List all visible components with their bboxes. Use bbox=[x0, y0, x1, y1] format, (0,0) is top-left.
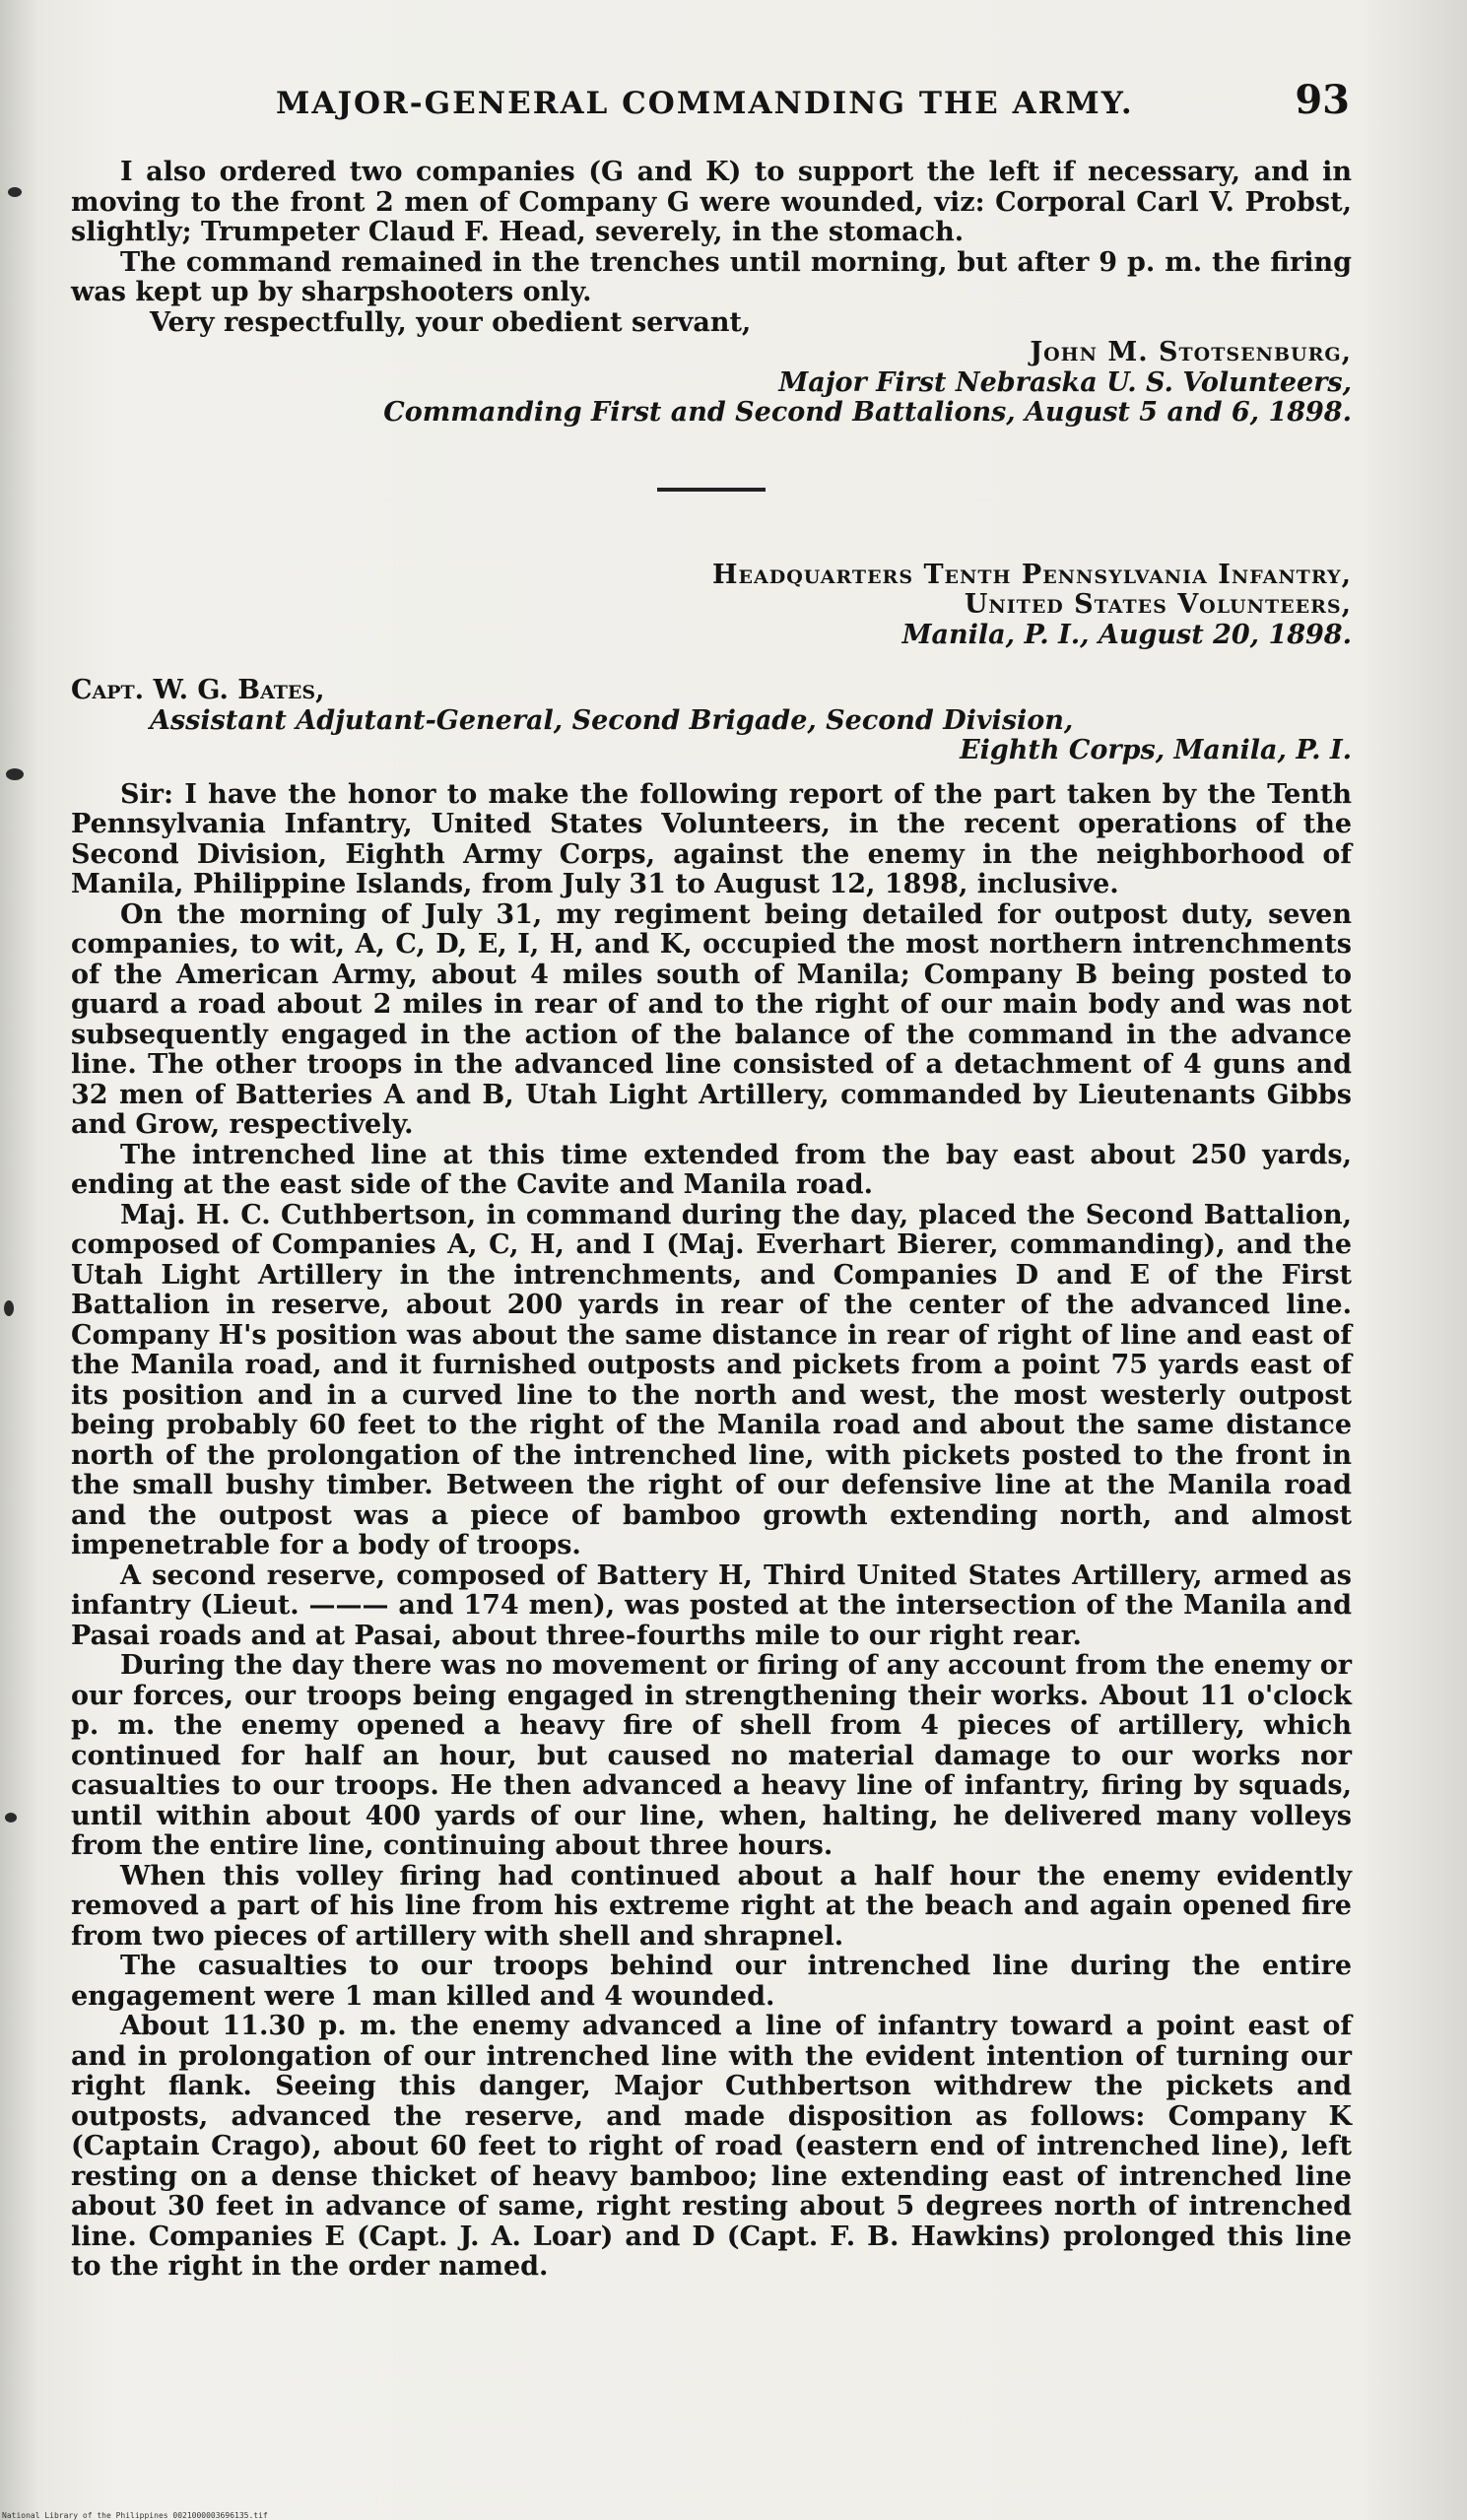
closing-line: Very respectfully, your obedient servant, bbox=[150, 306, 752, 338]
heading-line-2: United States Volunteers, bbox=[964, 589, 1352, 620]
heading-line-1: Headquarters Tenth Pennsylvania Infantry, bbox=[711, 559, 1352, 590]
scan-speck bbox=[4, 1300, 14, 1316]
heading-line-3: Manila, P. I., August 20, 1898. bbox=[901, 619, 1352, 650]
signature-command: Commanding First and Second Battalions, August 5 and 6, 1898. bbox=[383, 397, 1352, 428]
addressee-title-2: Eighth Corps, Manila, P. I. bbox=[960, 735, 1352, 765]
paragraph: The command remained in the trenches until morning, but after 9 p. m. the firing was kept up by sharpshooters only. bbox=[71, 246, 1352, 307]
page-number: 93 bbox=[1295, 77, 1350, 123]
paragraph: The intrenched line at this time extended from the bay east about 250 yards, ending at the east side of the Cavite and Manila road. bbox=[71, 1139, 1352, 1200]
section-divider bbox=[657, 488, 766, 492]
paragraph: I also ordered two companies (G and K) to support the left if necessary, and in moving to the front 2 men of Company G were wounded, viz: Corporal Carl V. Probst, slightly; Trumpeter Claud F. Head, severely, in the stomach. bbox=[71, 157, 1352, 247]
scan-speck bbox=[8, 187, 22, 197]
paragraph: During the day there was no movement or firing of any account from the enemy or our forces, our troops being engaged in strengthening their works. About 11 o'clock p. m. the enemy opened a heavy fire of shell from 4 pieces of artillery, which continued for half an hour, but caused no material damage to our works nor casualties to our troops. He then advanced a heavy line of infantry, firing by squads, until within about 400 yards of our line, when, halting, he delivered many volleys from the entire line, continuing about three hours. bbox=[71, 1650, 1352, 1861]
page-body bbox=[71, 158, 1352, 2283]
report-heading bbox=[71, 561, 1352, 651]
report-stotsenburg bbox=[71, 158, 1352, 429]
scan-speck bbox=[5, 1813, 17, 1823]
paragraph: The casualties to our troops behind our intrenched line during the entire engagement were 1 man killed and 4 wounded. bbox=[71, 1951, 1352, 2012]
addressee-title-1: Assistant Adjutant-General, Second Brigade, Second Division, bbox=[150, 704, 1074, 736]
addressee-name: Capt. W. G. Bates, bbox=[71, 675, 325, 705]
signature-name: John M. Stotsenburg, bbox=[1030, 337, 1352, 367]
signature-title: Major First Nebraska U. S. Volunteers, bbox=[778, 366, 1352, 398]
paragraph: A second reserve, composed of Battery H, Third United States Artillery, armed as infantry (Lieut. ——— and 174 men), was posted at the intersection of the Manila and Pasai roads and at Pasai, about three-fourths mile to our right rear. bbox=[71, 1559, 1352, 1651]
running-head: MAJOR-GENERAL COMMANDING THE ARMY. bbox=[276, 86, 1134, 121]
signature-block bbox=[71, 338, 1352, 429]
paragraph: Sir: I have the honor to make the following report of the part taken by the Tenth Pennsylvania Infantry, United States Volunteers, in the recent operations of the Second Division, Eighth Army Corps, against the enemy in the neighborhood of Manila, Philippine Islands, from July 31 to August 12, 1898, inclusive. bbox=[71, 778, 1352, 899]
paragraph: Maj. H. C. Cuthbertson, in command during the day, placed the Second Battalion, composed of Companies A, C, H, and I (Maj. Everhart Bierer, commanding), and the Utah Light Artillery in the intrenchments, and Companies D and E of the First Battalion in reserve, about 200 yards in rear of the center of the advanced line. Company H's position was about the same distance in rear of right of line and east of the Manila road, and it furnished outposts and pickets from a point 75 yards east of its position and in a curved line to the north and west, the most westerly outpost being probably 60 feet to the right of the Manila road and about the same distance north of the prolongation of the intrenched line, with pickets posted to the front in the small bushy timber. Between the right of our defensive line at the Manila road and the outpost was a piece of bamboo growth extending north, and almost impenetrable for a body of troops. bbox=[71, 1199, 1352, 1560]
paragraph: When this volley firing had continued about a half hour the enemy evidently removed a part of his line from his extreme right at the beach and again opened fire from two pieces of artillery with shell and shrapnel. bbox=[71, 1860, 1352, 1952]
report-tenth-pennsylvania bbox=[71, 561, 1352, 2283]
scan-speck bbox=[6, 768, 24, 780]
addressee-block bbox=[71, 676, 1352, 766]
scan-source-footer: National Library of the Philippines 0021000003696135.tif bbox=[2, 2511, 268, 2520]
paragraph: On the morning of July 31, my regiment being detailed for outpost duty, seven companies, to wit, A, C, D, E, I, H, and K, occupied the most northern intrenchments of the American Army, about 4 miles south of Manila; Company B being posted to guard a road about 2 miles in rear of and to the right of our main body and was not subsequently engaged in the action of the balance of the command in the advance line. The other troops in the advanced line consisted of a detachment of 4 guns and 32 men of Batteries A and B, Utah Light Artillery, commanded by Lieutenants Gibbs and Grow, respectively. bbox=[71, 898, 1352, 1140]
paragraph: About 11.30 p. m. the enemy advanced a line of infantry toward a point east of and in prolongation of our intrenched line with the evident intention of turning our right flank. Seeing this danger, Major Cuthbertson withdrew the pickets and outposts, advanced the reserve, and made disposition as follows: Company K (Captain Crago), about 60 feet to right of road (eastern end of intrenched line), left resting on a dense thicket of heavy bamboo; line extending east of intrenched line about 30 feet in advance of same, right resting about 5 degrees north of intrenched line. Companies E (Capt. J. A. Loar) and D (Capt. F. B. Hawkins) prolonged this line to the right in the order named. bbox=[71, 2011, 1352, 2282]
page-header bbox=[276, 77, 1350, 123]
